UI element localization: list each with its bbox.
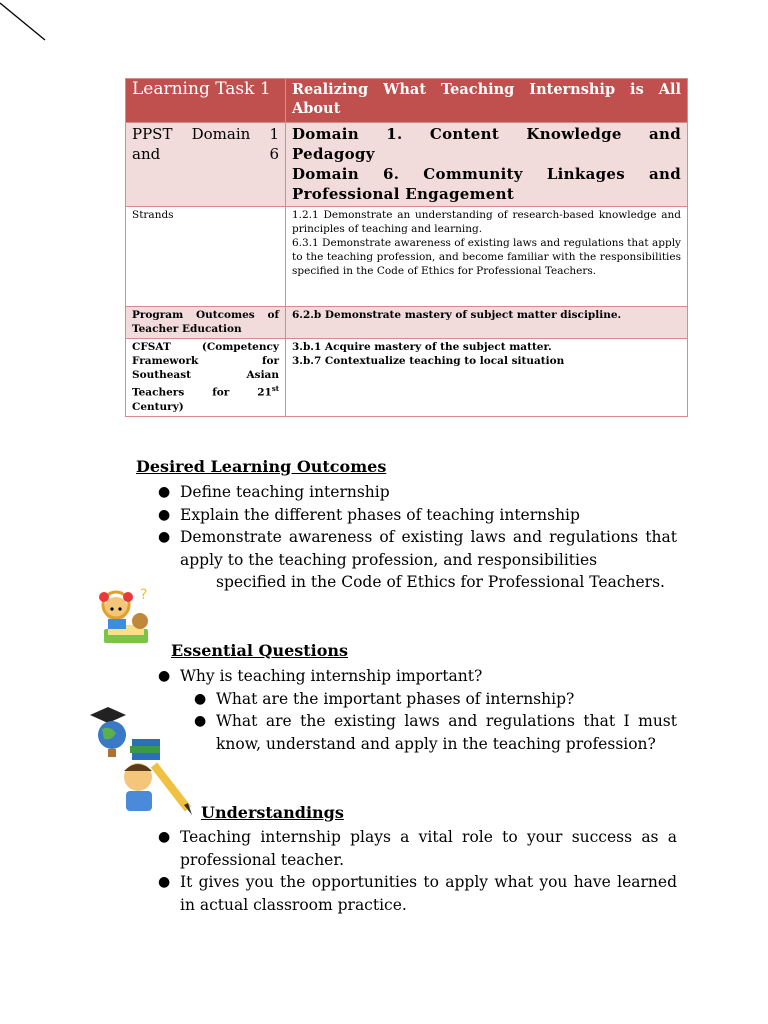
questions-title: Essential Questions xyxy=(171,641,349,660)
learning-task-table xyxy=(125,78,688,417)
ppst-domain-6: Domain 6. Community Linkages and Professional Engagement xyxy=(292,165,681,203)
cfsat-label-text: CFSAT (Competency Framework for Southeast Asian Teachers for 21 xyxy=(132,341,279,399)
cfsat-1: 3.b.1 Acquire mastery of the subject matter. xyxy=(292,341,552,353)
table-row xyxy=(126,79,688,123)
list-item: specified in the Code of Ethics for Professional Teachers. xyxy=(216,573,665,591)
list-item: ● Explain the different phases of teaching internship xyxy=(158,505,580,524)
ppst-domain-1: Domain 1. Content Knowledge and Pedagogy xyxy=(292,125,681,163)
girl-reading-illustration xyxy=(90,585,158,647)
understandings-title: Understandings xyxy=(201,803,344,822)
task-title: Realizing What Teaching Internship is All About xyxy=(292,81,681,117)
questions-list xyxy=(156,665,677,755)
list-item: ● Teaching internship plays a vital role to your success as a professional teacher. xyxy=(158,828,677,869)
cfsat-2: 3.b.7 Contextualize teaching to local situation xyxy=(292,355,565,367)
cfsat-label-end: Century) xyxy=(132,400,184,413)
list-item: ● What are the important phases of internship? xyxy=(194,689,575,708)
program-label: Program Outcomes of Teacher Education xyxy=(132,309,279,335)
list-item: ● Define teaching internship xyxy=(158,483,390,501)
table-row xyxy=(126,123,688,207)
list-item: ● Why is teaching internship important? xyxy=(158,667,483,685)
svg-text:?: ? xyxy=(140,587,148,603)
boy-globe-illustration xyxy=(88,705,193,817)
understandings-list xyxy=(156,826,677,916)
table-row xyxy=(126,207,688,307)
outcomes-list xyxy=(156,481,677,594)
table-row xyxy=(126,339,688,417)
strand-2: 6.3.1 Demonstrate awareness of existing laws and regulations that apply to the teaching profession, and become familiar with the responsibilities specified in the Code of Ethics for Professional Teachers. xyxy=(292,237,681,277)
list-item: ● Demonstrate awareness of existing laws and regulations that apply to the teaching profession, and responsibilities xyxy=(158,528,677,569)
task-label: Learning Task 1 xyxy=(132,79,271,99)
list-item: ● It gives you the opportunities to apply what you have learned in actual classroom practice. xyxy=(158,873,677,914)
program-value: 6.2.b Demonstrate mastery of subject matter discipline. xyxy=(292,309,622,321)
corner-line xyxy=(0,0,50,45)
ppst-label: PPST Domain 1 and 6 xyxy=(132,125,279,163)
strand-1: 1.2.1 Demonstrate an understanding of research-based knowledge and principles of teaching and learning. xyxy=(292,209,681,235)
list-item: ● What are the existing laws and regulations that I must know, understand and apply in the teaching profession? xyxy=(194,712,677,753)
table-row xyxy=(126,307,688,339)
strands-label: Strands xyxy=(132,209,174,221)
cfsat-label xyxy=(132,340,279,414)
outcomes-title: Desired Learning Outcomes xyxy=(136,457,387,476)
cfsat-label-sup: st xyxy=(271,384,279,393)
